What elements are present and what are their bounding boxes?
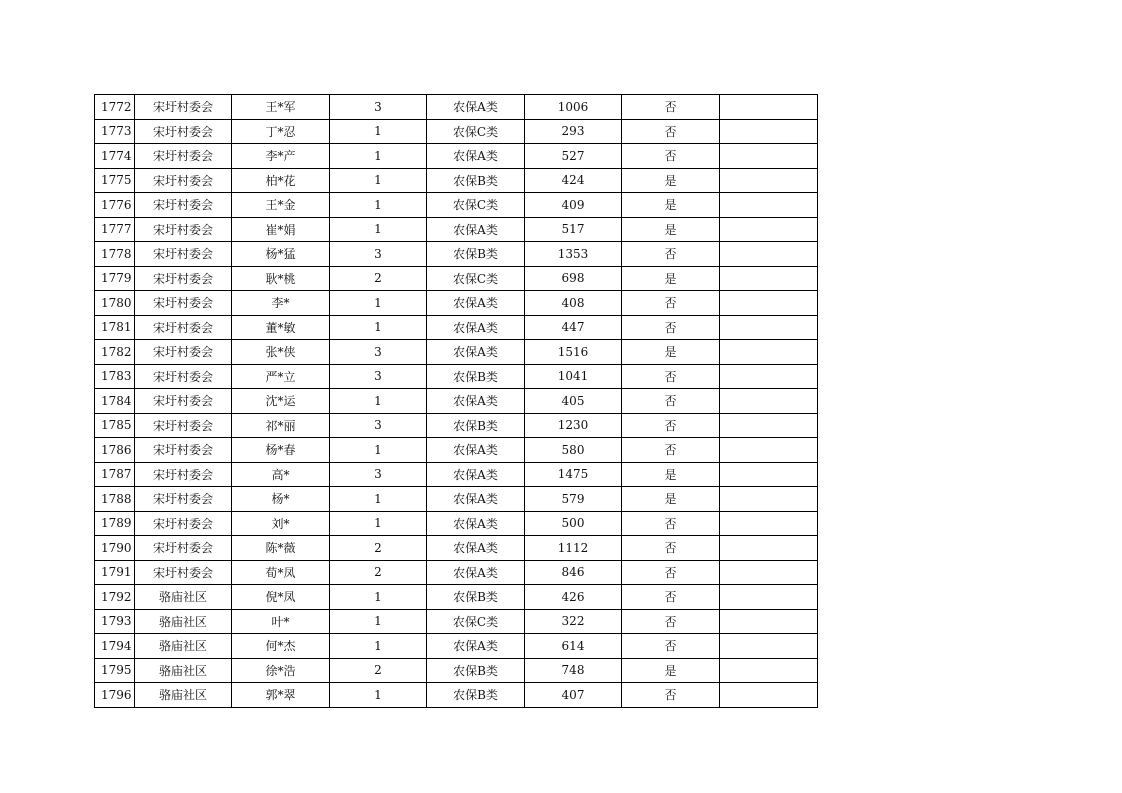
cell-household-members: 1 bbox=[330, 609, 427, 634]
cell-name: 高* bbox=[232, 462, 330, 487]
cell-row-number: 1781 bbox=[95, 315, 135, 340]
cell-row-number: 1779 bbox=[95, 266, 135, 291]
cell-name: 郭*翠 bbox=[232, 683, 330, 708]
cell-household-members: 1 bbox=[330, 168, 427, 193]
cell-insurance-category: 农保B类 bbox=[427, 413, 525, 438]
table-row bbox=[95, 658, 818, 683]
table-row bbox=[95, 438, 818, 463]
cell-household-members: 3 bbox=[330, 242, 427, 267]
cell-note bbox=[720, 193, 818, 218]
cell-household-members: 1 bbox=[330, 217, 427, 242]
cell-insurance-category: 农保C类 bbox=[427, 609, 525, 634]
cell-note bbox=[720, 487, 818, 512]
cell-name: 沈*运 bbox=[232, 389, 330, 414]
table-row bbox=[95, 511, 818, 536]
cell-name: 徐*浩 bbox=[232, 658, 330, 683]
cell-amount: 846 bbox=[525, 560, 622, 585]
cell-amount: 698 bbox=[525, 266, 622, 291]
cell-row-number: 1773 bbox=[95, 119, 135, 144]
cell-row-number: 1778 bbox=[95, 242, 135, 267]
cell-flag: 否 bbox=[622, 536, 720, 561]
cell-village: 宋圩村委会 bbox=[135, 144, 232, 169]
cell-household-members: 1 bbox=[330, 585, 427, 610]
cell-village: 宋圩村委会 bbox=[135, 217, 232, 242]
cell-row-number: 1791 bbox=[95, 560, 135, 585]
cell-amount: 405 bbox=[525, 389, 622, 414]
cell-insurance-category: 农保A类 bbox=[427, 217, 525, 242]
table-row bbox=[95, 487, 818, 512]
cell-village: 骆庙社区 bbox=[135, 634, 232, 659]
cell-village: 宋圩村委会 bbox=[135, 266, 232, 291]
cell-insurance-category: 农保A类 bbox=[427, 487, 525, 512]
cell-note bbox=[720, 560, 818, 585]
cell-household-members: 1 bbox=[330, 487, 427, 512]
cell-name: 崔*娟 bbox=[232, 217, 330, 242]
table-row bbox=[95, 119, 818, 144]
cell-name: 祁*丽 bbox=[232, 413, 330, 438]
cell-name: 荀*凤 bbox=[232, 560, 330, 585]
cell-flag: 否 bbox=[622, 585, 720, 610]
cell-village: 宋圩村委会 bbox=[135, 193, 232, 218]
cell-flag: 是 bbox=[622, 168, 720, 193]
cell-note bbox=[720, 609, 818, 634]
cell-village: 宋圩村委会 bbox=[135, 168, 232, 193]
cell-village: 骆庙社区 bbox=[135, 658, 232, 683]
cell-name: 何*杰 bbox=[232, 634, 330, 659]
table-row bbox=[95, 462, 818, 487]
cell-name: 耿*桃 bbox=[232, 266, 330, 291]
cell-household-members: 2 bbox=[330, 658, 427, 683]
cell-household-members: 1 bbox=[330, 634, 427, 659]
cell-insurance-category: 农保A类 bbox=[427, 291, 525, 316]
cell-note bbox=[720, 585, 818, 610]
cell-flag: 是 bbox=[622, 193, 720, 218]
cell-household-members: 1 bbox=[330, 144, 427, 169]
cell-name: 丁*忍 bbox=[232, 119, 330, 144]
cell-row-number: 1789 bbox=[95, 511, 135, 536]
cell-flag: 否 bbox=[622, 511, 720, 536]
table-row bbox=[95, 193, 818, 218]
table-row bbox=[95, 217, 818, 242]
cell-row-number: 1785 bbox=[95, 413, 135, 438]
cell-village: 宋圩村委会 bbox=[135, 95, 232, 120]
cell-insurance-category: 农保C类 bbox=[427, 119, 525, 144]
cell-note bbox=[720, 340, 818, 365]
cell-insurance-category: 农保C类 bbox=[427, 266, 525, 291]
cell-note bbox=[720, 536, 818, 561]
cell-flag: 否 bbox=[622, 291, 720, 316]
table-row bbox=[95, 315, 818, 340]
cell-village: 骆庙社区 bbox=[135, 585, 232, 610]
cell-insurance-category: 农保A类 bbox=[427, 511, 525, 536]
table-row bbox=[95, 536, 818, 561]
cell-name: 李* bbox=[232, 291, 330, 316]
cell-note bbox=[720, 144, 818, 169]
cell-row-number: 1794 bbox=[95, 634, 135, 659]
cell-amount: 517 bbox=[525, 217, 622, 242]
cell-note bbox=[720, 291, 818, 316]
cell-amount: 1006 bbox=[525, 95, 622, 120]
cell-name: 严*立 bbox=[232, 364, 330, 389]
cell-note bbox=[720, 315, 818, 340]
cell-village: 宋圩村委会 bbox=[135, 119, 232, 144]
cell-note bbox=[720, 462, 818, 487]
cell-flag: 否 bbox=[622, 609, 720, 634]
table-row bbox=[95, 242, 818, 267]
cell-row-number: 1795 bbox=[95, 658, 135, 683]
cell-household-members: 3 bbox=[330, 364, 427, 389]
cell-row-number: 1772 bbox=[95, 95, 135, 120]
table-row bbox=[95, 560, 818, 585]
cell-note bbox=[720, 683, 818, 708]
cell-row-number: 1777 bbox=[95, 217, 135, 242]
cell-name: 董*敏 bbox=[232, 315, 330, 340]
table-row bbox=[95, 340, 818, 365]
cell-insurance-category: 农保B类 bbox=[427, 242, 525, 267]
cell-amount: 1475 bbox=[525, 462, 622, 487]
cell-name: 刘* bbox=[232, 511, 330, 536]
table-body bbox=[95, 95, 818, 708]
table-row bbox=[95, 634, 818, 659]
table-row bbox=[95, 389, 818, 414]
cell-note bbox=[720, 95, 818, 120]
cell-flag: 否 bbox=[622, 364, 720, 389]
cell-amount: 527 bbox=[525, 144, 622, 169]
cell-amount: 1516 bbox=[525, 340, 622, 365]
cell-insurance-category: 农保A类 bbox=[427, 536, 525, 561]
cell-village: 宋圩村委会 bbox=[135, 389, 232, 414]
table-row bbox=[95, 266, 818, 291]
data-table bbox=[94, 94, 818, 708]
cell-row-number: 1787 bbox=[95, 462, 135, 487]
cell-village: 宋圩村委会 bbox=[135, 413, 232, 438]
cell-note bbox=[720, 438, 818, 463]
cell-note bbox=[720, 168, 818, 193]
cell-household-members: 1 bbox=[330, 438, 427, 463]
cell-flag: 否 bbox=[622, 560, 720, 585]
cell-name: 叶* bbox=[232, 609, 330, 634]
cell-amount: 424 bbox=[525, 168, 622, 193]
cell-flag: 是 bbox=[622, 340, 720, 365]
cell-name: 杨*猛 bbox=[232, 242, 330, 267]
cell-insurance-category: 农保B类 bbox=[427, 168, 525, 193]
cell-note bbox=[720, 364, 818, 389]
cell-amount: 407 bbox=[525, 683, 622, 708]
cell-household-members: 1 bbox=[330, 119, 427, 144]
cell-insurance-category: 农保A类 bbox=[427, 462, 525, 487]
cell-amount: 408 bbox=[525, 291, 622, 316]
cell-note bbox=[720, 389, 818, 414]
cell-amount: 1230 bbox=[525, 413, 622, 438]
cell-flag: 否 bbox=[622, 413, 720, 438]
cell-note bbox=[720, 119, 818, 144]
cell-insurance-category: 农保A类 bbox=[427, 340, 525, 365]
cell-insurance-category: 农保A类 bbox=[427, 438, 525, 463]
cell-flag: 否 bbox=[622, 119, 720, 144]
cell-household-members: 1 bbox=[330, 315, 427, 340]
cell-name: 张*侠 bbox=[232, 340, 330, 365]
cell-flag: 是 bbox=[622, 217, 720, 242]
cell-household-members: 1 bbox=[330, 683, 427, 708]
cell-amount: 580 bbox=[525, 438, 622, 463]
cell-household-members: 3 bbox=[330, 413, 427, 438]
cell-amount: 1112 bbox=[525, 536, 622, 561]
table-row bbox=[95, 291, 818, 316]
cell-name: 杨* bbox=[232, 487, 330, 512]
cell-flag: 否 bbox=[622, 242, 720, 267]
cell-flag: 否 bbox=[622, 95, 720, 120]
cell-insurance-category: 农保A类 bbox=[427, 315, 525, 340]
cell-amount: 447 bbox=[525, 315, 622, 340]
cell-household-members: 2 bbox=[330, 536, 427, 561]
cell-village: 宋圩村委会 bbox=[135, 462, 232, 487]
cell-insurance-category: 农保A类 bbox=[427, 144, 525, 169]
cell-insurance-category: 农保B类 bbox=[427, 658, 525, 683]
cell-insurance-category: 农保A类 bbox=[427, 389, 525, 414]
cell-row-number: 1774 bbox=[95, 144, 135, 169]
cell-flag: 否 bbox=[622, 144, 720, 169]
cell-household-members: 2 bbox=[330, 266, 427, 291]
cell-name: 王*军 bbox=[232, 95, 330, 120]
cell-flag: 否 bbox=[622, 438, 720, 463]
cell-note bbox=[720, 413, 818, 438]
table-row bbox=[95, 413, 818, 438]
cell-row-number: 1782 bbox=[95, 340, 135, 365]
cell-amount: 1353 bbox=[525, 242, 622, 267]
cell-row-number: 1784 bbox=[95, 389, 135, 414]
cell-flag: 否 bbox=[622, 683, 720, 708]
cell-row-number: 1792 bbox=[95, 585, 135, 610]
cell-row-number: 1780 bbox=[95, 291, 135, 316]
cell-row-number: 1776 bbox=[95, 193, 135, 218]
cell-name: 王*金 bbox=[232, 193, 330, 218]
cell-name: 杨*春 bbox=[232, 438, 330, 463]
cell-village: 宋圩村委会 bbox=[135, 291, 232, 316]
cell-household-members: 3 bbox=[330, 462, 427, 487]
cell-amount: 579 bbox=[525, 487, 622, 512]
cell-amount: 322 bbox=[525, 609, 622, 634]
table-row bbox=[95, 683, 818, 708]
cell-flag: 是 bbox=[622, 487, 720, 512]
cell-note bbox=[720, 511, 818, 536]
cell-name: 陈*薇 bbox=[232, 536, 330, 561]
cell-insurance-category: 农保A类 bbox=[427, 560, 525, 585]
cell-row-number: 1775 bbox=[95, 168, 135, 193]
cell-note bbox=[720, 634, 818, 659]
cell-village: 宋圩村委会 bbox=[135, 340, 232, 365]
cell-insurance-category: 农保B类 bbox=[427, 364, 525, 389]
cell-village: 宋圩村委会 bbox=[135, 511, 232, 536]
cell-note bbox=[720, 658, 818, 683]
table-row bbox=[95, 168, 818, 193]
cell-amount: 293 bbox=[525, 119, 622, 144]
cell-flag: 否 bbox=[622, 315, 720, 340]
table-row bbox=[95, 144, 818, 169]
cell-village: 宋圩村委会 bbox=[135, 438, 232, 463]
cell-household-members: 1 bbox=[330, 193, 427, 218]
cell-household-members: 1 bbox=[330, 291, 427, 316]
cell-amount: 500 bbox=[525, 511, 622, 536]
cell-name: 李*产 bbox=[232, 144, 330, 169]
cell-amount: 1041 bbox=[525, 364, 622, 389]
cell-amount: 614 bbox=[525, 634, 622, 659]
cell-amount: 426 bbox=[525, 585, 622, 610]
cell-village: 宋圩村委会 bbox=[135, 242, 232, 267]
cell-household-members: 1 bbox=[330, 389, 427, 414]
cell-row-number: 1793 bbox=[95, 609, 135, 634]
cell-amount: 409 bbox=[525, 193, 622, 218]
cell-flag: 是 bbox=[622, 658, 720, 683]
cell-village: 骆庙社区 bbox=[135, 609, 232, 634]
cell-village: 宋圩村委会 bbox=[135, 487, 232, 512]
cell-household-members: 3 bbox=[330, 340, 427, 365]
cell-note bbox=[720, 217, 818, 242]
cell-flag: 否 bbox=[622, 634, 720, 659]
cell-name: 倪*凤 bbox=[232, 585, 330, 610]
cell-village: 宋圩村委会 bbox=[135, 364, 232, 389]
cell-insurance-category: 农保C类 bbox=[427, 193, 525, 218]
cell-village: 骆庙社区 bbox=[135, 683, 232, 708]
cell-insurance-category: 农保A类 bbox=[427, 634, 525, 659]
cell-row-number: 1796 bbox=[95, 683, 135, 708]
table-row bbox=[95, 95, 818, 120]
cell-village: 宋圩村委会 bbox=[135, 315, 232, 340]
cell-flag: 是 bbox=[622, 462, 720, 487]
cell-insurance-category: 农保B类 bbox=[427, 683, 525, 708]
cell-household-members: 3 bbox=[330, 95, 427, 120]
cell-row-number: 1790 bbox=[95, 536, 135, 561]
cell-household-members: 2 bbox=[330, 560, 427, 585]
cell-village: 宋圩村委会 bbox=[135, 560, 232, 585]
table-row bbox=[95, 364, 818, 389]
cell-flag: 是 bbox=[622, 266, 720, 291]
cell-note bbox=[720, 242, 818, 267]
cell-row-number: 1783 bbox=[95, 364, 135, 389]
table-row bbox=[95, 585, 818, 610]
cell-amount: 748 bbox=[525, 658, 622, 683]
cell-flag: 否 bbox=[622, 389, 720, 414]
cell-row-number: 1788 bbox=[95, 487, 135, 512]
table-row bbox=[95, 609, 818, 634]
cell-village: 宋圩村委会 bbox=[135, 536, 232, 561]
cell-name: 柏*花 bbox=[232, 168, 330, 193]
cell-note bbox=[720, 266, 818, 291]
cell-insurance-category: 农保B类 bbox=[427, 585, 525, 610]
cell-insurance-category: 农保A类 bbox=[427, 95, 525, 120]
cell-household-members: 1 bbox=[330, 511, 427, 536]
cell-row-number: 1786 bbox=[95, 438, 135, 463]
